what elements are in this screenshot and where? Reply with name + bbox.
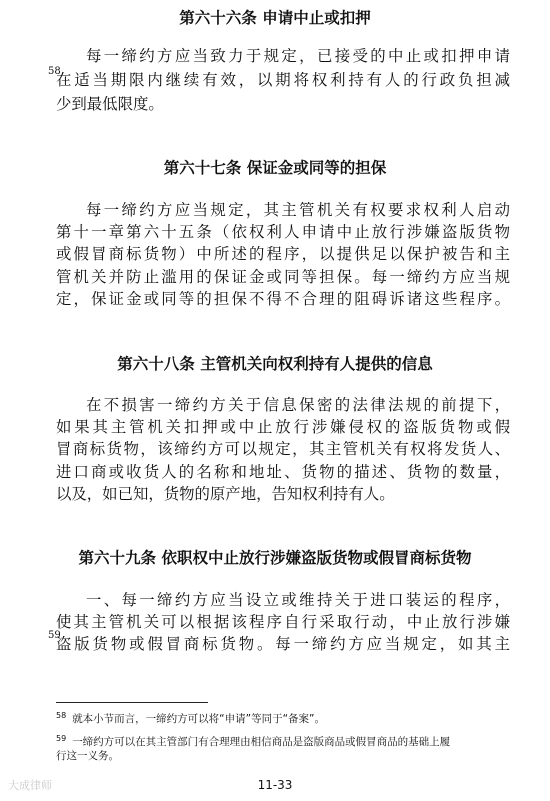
footnote-58: [56, 708, 325, 727]
article-67-heading: 第六十七条 保证金或同等的担保: [163, 159, 387, 177]
article-68-line-2: 如果其主管机关扣押或中止放行涉嫌侵权的盗版货物或假: [56, 418, 510, 436]
footnote-divider: [56, 702, 208, 703]
footnote-marker-59[interactable]: 59: [48, 630, 61, 641]
footnote-59-number: 59: [56, 734, 67, 743]
article-67-line-1: 每一缔约方应当规定，其主管机关有权要求权利人启动: [86, 201, 510, 219]
article-69-line-2: 使其主管机关可以根据该程序自行采取行动，中止放行涉嫌: [56, 613, 510, 631]
article-66-heading: 第六十六条 申请中止或扣押: [179, 9, 371, 27]
footnote-58-number: 58: [56, 711, 67, 720]
article-66-line-1: 每一缔约方应当致力于规定，已接受的中止或扣押申请: [86, 47, 510, 65]
footnote-marker-58[interactable]: 58: [48, 66, 61, 77]
article-69-heading: 第六十九条 依职权中止放行涉嫌盗版货物或假冒商标货物: [78, 549, 472, 567]
page-number: 11-33: [257, 778, 293, 792]
footnote-59-continuation: 行这一义务。: [56, 750, 119, 762]
article-68-line-4: 进口商或收货人的名称和地址、货物的描述、货物的数量，: [56, 463, 510, 481]
footnote-59-text: 一缔约方可以在其主管部门有合理理由相信商品是盗版商品或假冒商品的基础上履: [72, 736, 451, 748]
article-66-line-3: 少到最低限度。: [56, 95, 164, 113]
article-67-line-4: 管机关并防止滥用的保证金或同等担保。每一缔约方应当规: [56, 268, 510, 286]
article-66-line-2: 在适当期限内继续有效，以期将权利持有人的行政负担减: [56, 71, 510, 89]
article-69-line-1: 一、每一缔约方应当设立或维持关于进口装运的程序，: [86, 591, 510, 609]
article-67-line-3: 或假冒商标货物）中所述的程序，以提供足以保护被告和主: [56, 245, 510, 263]
footnote-58-text: 就本小节而言，一缔约方可以将“申请”等同于“备案”。: [72, 713, 325, 725]
watermark-logo: 大成律师: [8, 779, 52, 792]
article-69-line-3: 盗版货物或假冒商标货物。每一缔约方应当规定，如其主: [56, 635, 510, 653]
article-67-line-5: 定，保证金或同等的担保不得不合理的阻碍诉诸这些程序。: [56, 290, 510, 308]
article-68-line-3: 冒商标货物，该缔约方可以规定，其主管机关有权将发货人、: [56, 440, 510, 458]
article-68-heading: 第六十八条 主管机关向权利持有人提供的信息: [117, 355, 433, 373]
article-68-line-1: 在不损害一缔约方关于信息保密的法律法规的前提下，: [86, 396, 510, 414]
article-68-line-5: 以及，如已知，货物的原产地，告知权利持有人。: [56, 485, 395, 503]
article-67-line-2: 第十一章第六十五条（依权利人申请中止放行涉嫌盗版货物: [56, 223, 510, 241]
